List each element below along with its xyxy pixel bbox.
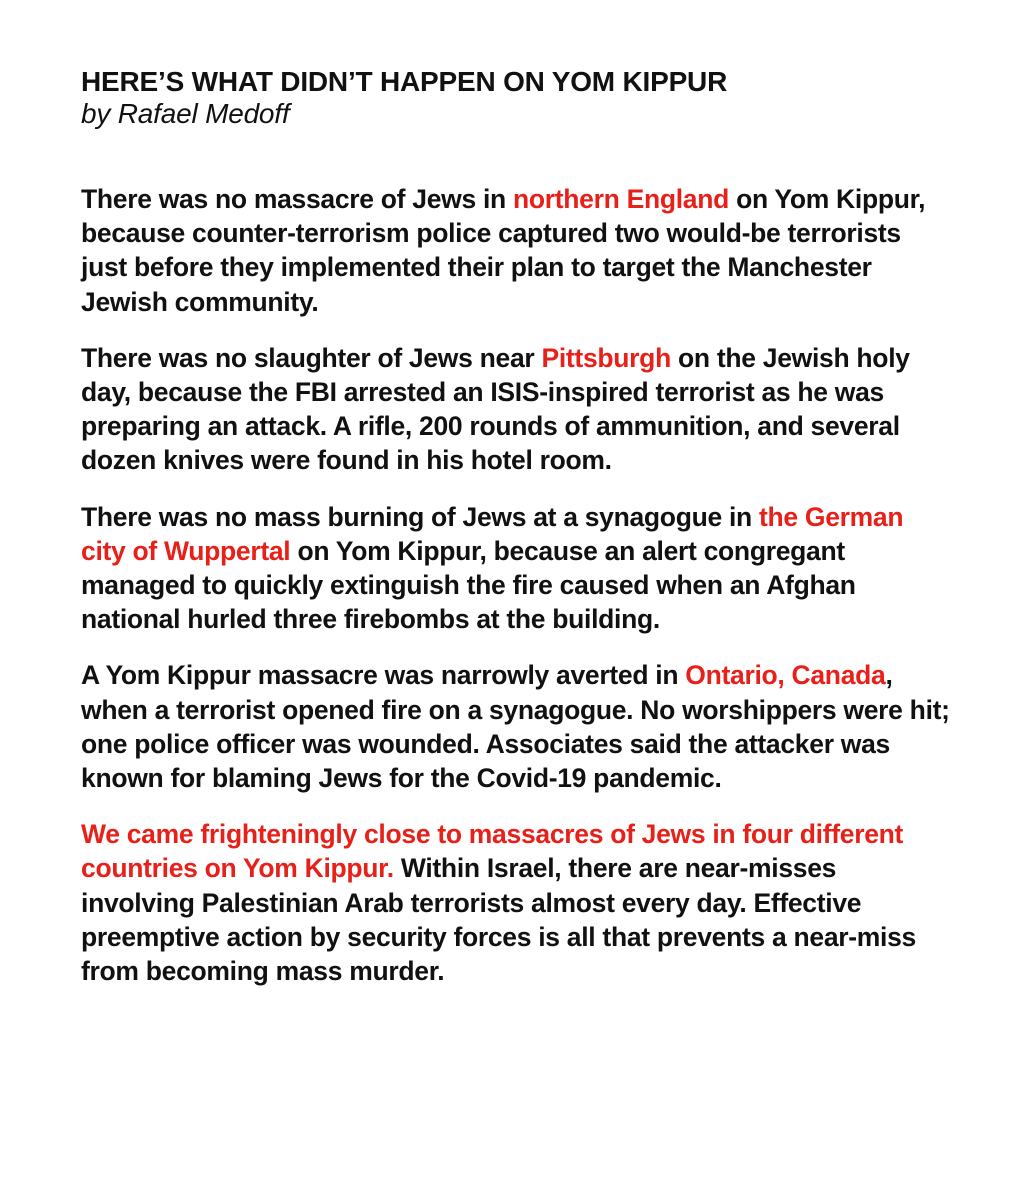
article-title: HERE’S WHAT DIDN’T HAPPEN ON YOM KIPPUR — [81, 66, 728, 97]
paragraph-2-text-after: on the Jewish holy day, because the FBI arrested an ISIS-inspired terrorist as he was preparing an attack. A rifle, 200 rounds of ammunition, and several dozen knives were found in his hotel room. — [81, 342, 910, 476]
paragraph-1 — [81, 182, 951, 319]
paragraph-3-highlight: the German city of Wuppertal — [81, 501, 904, 566]
paragraph-3-text-before: There was no mass burning of Jews at a synagogue in — [81, 501, 759, 532]
paragraph-3 — [81, 500, 951, 637]
article-byline: by Rafael Medoff — [81, 98, 290, 129]
paragraph-2 — [81, 341, 951, 478]
paragraph-4-highlight: Ontario, Canada — [685, 660, 886, 691]
paragraph-1-text-before: There was no massacre of Jews in — [81, 184, 513, 214]
article — [81, 66, 951, 1010]
paragraph-5-highlight: We came frighteningly close to massacres of Jews in four different countries on Yom Kippur. — [81, 819, 904, 884]
paragraph-4-text-before: A Yom Kippur massacre was narrowly averted in — [81, 660, 686, 691]
paragraph-2-text-before: There was no slaughter of Jews near — [81, 342, 542, 373]
paragraph-3-text-after: on Yom Kippur, because an alert congregant managed to quickly extinguish the fire caused when an Afghan national hurled three firebombs at the building. — [81, 535, 856, 635]
paragraph-4-text-after: , when a terrorist opened fire on a synagogue. No worshippers were hit; one police officer was wounded. Associates said the attacker was known for blaming Jews for the Covid-19 pandemic. — [81, 660, 950, 794]
paragraph-1-highlight: northern England — [512, 184, 729, 214]
paragraph-2-highlight: Pittsburgh — [541, 342, 671, 373]
paragraph-1-text-after: on Yom Kippur, because counter-terrorism police captured two would-be terrorists just before they implemented their plan to target the Manchester Jewish community. — [81, 184, 926, 317]
paragraph-5 — [81, 817, 951, 988]
paragraph-4 — [81, 658, 951, 795]
paragraph-5-text-after: Within Israel, there are near-misses involving Palestinian Arab terrorists almost every day. Effective preemptive action by security forces is all that prevents a near-miss from becoming mass murder. — [81, 853, 916, 987]
article-body — [81, 182, 951, 988]
